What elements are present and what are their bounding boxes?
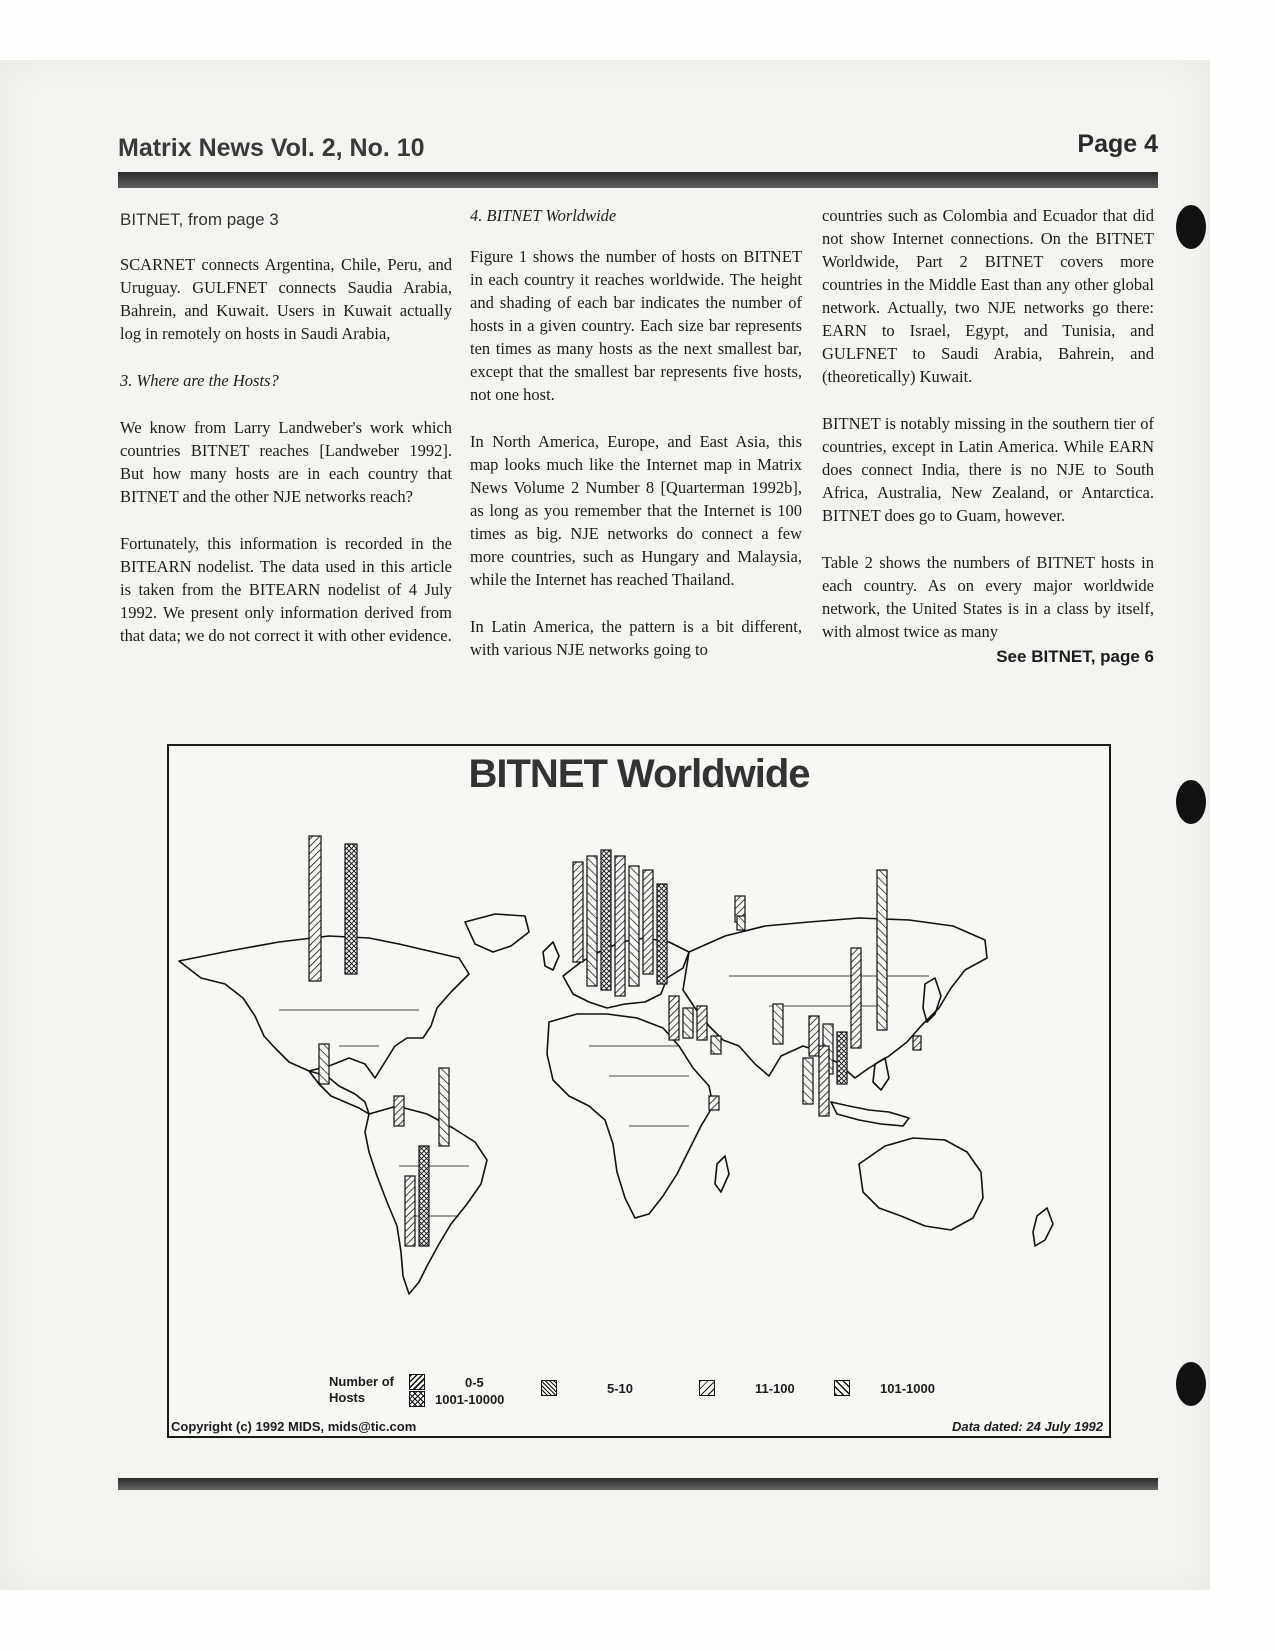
legend-swatch-icon — [409, 1374, 425, 1390]
masthead: Matrix News Vol. 2, No. 10 — [118, 134, 425, 162]
indonesia-outline — [831, 1102, 909, 1126]
paragraph: Fortunately, this information is recorded in the BITEARN nodelist. The data used in this article is taken from the BITEARN nodelist of 4 July 1992. We present only information derived from that data; we do not correct it with other evidence. — [120, 534, 452, 645]
legend-label: 11-100 — [755, 1380, 795, 1396]
bar-guam — [913, 1036, 921, 1050]
world-map-icon — [169, 746, 1105, 1366]
new-zealand-outline — [1033, 1208, 1053, 1246]
column-1 — [120, 204, 452, 671]
bar-italy — [615, 856, 625, 996]
footer-rule — [118, 1478, 1158, 1490]
bar-uk — [573, 862, 583, 962]
binder-hole-icon — [1176, 1362, 1206, 1406]
binder-hole-icon — [1176, 205, 1206, 249]
legend-swatch-icon — [541, 1380, 557, 1396]
paragraph: Table 2 shows the numbers of BITNET hosts in each country. As on every major worldwide network, the United States is in a class by itself, with almost twice as many — [822, 553, 1154, 641]
paragraph: countries such as Colombia and Ecuador that did not show Internet connections. On the BITNET Worldwide, Part 2 BITNET covers more countries in the Middle East than any other global network. Actually, two NJE networks go there: EARN to Israel, Egypt, and Tunisia, and GULFNET to Saudi Arabia, Bahrein, and (theoretically) Kuwait. — [822, 206, 1154, 386]
bar-iceland — [737, 916, 745, 930]
africa-outline — [547, 1014, 713, 1218]
paragraph: Figure 1 shows the number of hosts on BITNET in each country it reaches worldwide. The height and shading of each bar indicates the number of hosts in a given country. Each size bar represents ten times as many hosts as the next smallest bar, except that the smallest bar represents five hosts, not one host. — [470, 247, 802, 404]
figure-title: BITNET Worldwide — [468, 752, 810, 796]
greenland-outline — [465, 914, 529, 952]
bar-sweden — [643, 870, 653, 974]
legend-item — [409, 1374, 484, 1390]
continuation-heading: BITNET, from page 3 — [120, 210, 279, 229]
legend-item — [834, 1380, 935, 1396]
legend-item — [541, 1380, 633, 1396]
continued-link: See BITNET, page 6 — [996, 647, 1154, 666]
asia-outline — [683, 918, 987, 1078]
madagascar-outline — [715, 1156, 729, 1192]
legend-swatch-icon — [409, 1391, 425, 1407]
bar-usa — [309, 836, 321, 981]
copyright-notice: Copyright (c) 1992 MIDS, mids@tic.com — [171, 1419, 417, 1434]
bar-india — [773, 1004, 783, 1044]
bar-brazil — [439, 1068, 449, 1146]
paragraph: We know from Larry Landweber's work which countries BITNET reaches [Landweber 1992]. But how many hosts are in each country that BITNET and the other NJE networks reach? — [120, 418, 452, 506]
bar-china — [809, 1016, 819, 1056]
column-3 — [822, 204, 1154, 668]
bar-mexico — [319, 1044, 329, 1084]
paragraph: In Latin America, the pattern is a bit different, with various NJE networks going to — [470, 617, 802, 659]
paragraph: BITNET is notably missing in the southern tier of countries, except in Latin America. While EARN does connect India, there is no NJE to South Africa, Australia, New Zealand, or Antarctica. BITNET does go to Guam, however. — [822, 414, 1154, 525]
legend-item — [409, 1391, 504, 1407]
bar-argentina — [419, 1146, 429, 1246]
bar-taiwan — [837, 1032, 847, 1084]
bar-israel — [669, 996, 679, 1040]
paragraph: In North America, Europe, and East Asia, this map looks much like the Internet map in Matrix News Volume 2 Number 8 [Quarterman 1992b], as long as you remember that the Internet is 100 times as big. NJE networks do connect a few more countries, such as Hungary and Malaysia, while the Internet has reached Thailand. — [470, 432, 802, 589]
central-america-outline — [309, 1071, 369, 1114]
figure-box — [167, 744, 1111, 1438]
header-rule — [118, 172, 1158, 188]
bar-usa-2 — [345, 844, 357, 974]
bar-chile — [405, 1176, 415, 1246]
paragraph: SCARNET connects Argentina, Chile, Peru, and Uruguay. GULFNET connects Saudia Arabia, Bahrein, and Kuwait. Users in Kuwait actually log in remotely on hosts in Saudi Arabia, — [120, 255, 452, 343]
legend-swatch-icon — [699, 1380, 715, 1396]
bar-singapore — [819, 1046, 829, 1116]
page-number: Page 4 — [1077, 130, 1158, 158]
bar-japan — [877, 870, 887, 1030]
column-2 — [470, 204, 802, 685]
bar-germany — [601, 850, 611, 990]
uk-outline — [543, 942, 559, 970]
legend-title: Number of Hosts — [329, 1374, 394, 1405]
legend-item — [699, 1380, 795, 1396]
bar-spain — [629, 866, 639, 986]
bar-france — [587, 856, 597, 986]
country-borders — [279, 976, 929, 1216]
section-heading: 3. Where are the Hosts? — [120, 371, 279, 390]
bar-malaysia — [803, 1058, 813, 1104]
legend-label: 1001-10000 — [435, 1391, 505, 1407]
binder-hole-icon — [1176, 780, 1206, 824]
bar-saudi — [711, 1036, 721, 1054]
section-heading: 4. BITNET Worldwide — [470, 206, 617, 225]
legend-swatch-icon — [834, 1380, 850, 1396]
bar-turkey — [697, 1006, 707, 1040]
bar-egypt — [683, 1008, 693, 1038]
legend-label: 101-1000 — [880, 1380, 935, 1396]
australia-outline — [859, 1138, 983, 1230]
bar-austria — [657, 884, 667, 984]
legend-label: 0-5 — [465, 1374, 484, 1390]
bar-colombia — [394, 1096, 404, 1126]
legend-label: 5-10 — [607, 1380, 634, 1396]
bar-korea — [851, 948, 861, 1048]
philippines-outline — [873, 1058, 889, 1090]
data-dated: Data dated: 24 July 1992 — [951, 1419, 1103, 1434]
bar-kenya — [709, 1096, 719, 1110]
